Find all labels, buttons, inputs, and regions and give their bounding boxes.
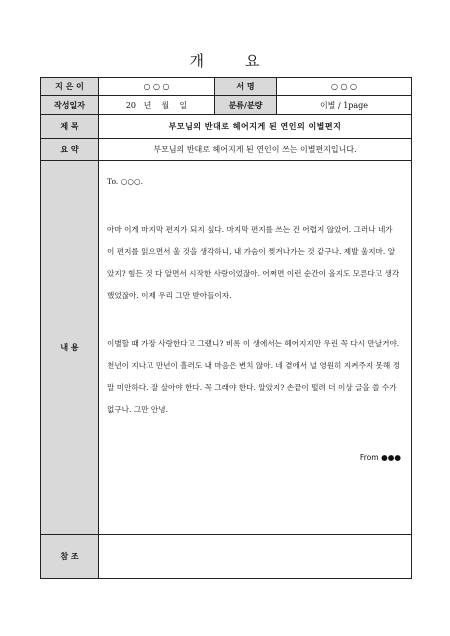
author-label: 지 은 이 <box>41 78 99 96</box>
summary-label: 요 약 <box>41 139 99 161</box>
category-label: 분류/분량 <box>215 96 277 115</box>
letter-sign-off: From ●●● <box>359 453 401 462</box>
subject-value[interactable]: 부모님의 반대로 헤어지게 된 연인의 이별편지 <box>99 115 412 139</box>
letter-content[interactable] <box>99 161 412 535</box>
author-row <box>41 78 412 96</box>
document-title <box>0 50 450 71</box>
subject-label: 제 목 <box>41 115 99 139</box>
content-label: 내 용 <box>41 161 99 535</box>
reference-row <box>41 535 412 579</box>
letter-paragraph-1: 아마 이게 마지막 편지가 되지 싶다. 마지막 편지를 쓰는 건 어렵지 않았어. 그러나 네가 이 편지를 읽으면서 울 것을 생각하니, 내 가슴이 찢겨나가는 것 같구나. 제발 울지마. 알았지? 힘든 것 다 알면서 시작한 사랑이었잖아. 어쩌면 이런 순간이 올지도 모른다고 생각했었잖아. 이제 우리 그만 받아들이자. <box>107 225 400 300</box>
content-row <box>41 161 412 535</box>
signature-label: 서 명 <box>215 78 277 96</box>
category-value[interactable]: 이별 / 1page <box>277 96 412 115</box>
title-char-2: 요 <box>245 52 261 70</box>
date-row <box>41 96 412 115</box>
reference-label: 참 조 <box>41 535 99 579</box>
overview-form-table <box>40 77 412 579</box>
subject-row <box>41 115 412 139</box>
letter-greeting: To. ○○○. <box>107 177 144 186</box>
date-label: 작성일자 <box>41 96 99 115</box>
summary-row <box>41 139 412 161</box>
reference-value[interactable] <box>99 535 412 579</box>
title-char-1: 개 <box>189 52 205 70</box>
signature-value[interactable]: ○ ○ ○ <box>277 78 412 96</box>
author-value[interactable]: ○ ○ ○ <box>99 78 215 96</box>
date-value[interactable]: 20 년 월 일 <box>99 96 215 115</box>
summary-value[interactable]: 부모님의 반대로 헤어지게 된 연인이 쓰는 이별편지입니다. <box>99 139 412 161</box>
letter-paragraph-2: 이별할 때 가장 사랑한다고 그랬니? 비록 이 생에서는 헤어지지만 우린 꼭 다시 만날거야. 천년이 지나고 만년이 흘러도 내 마음은 변치 않아. 네 곁에서 널 영원히 지켜주지 못해 정말 미안하다. 잘 살아야 한다. 꼭 그래야 한다. 알았지? 손끝이 떨려 더 이상 글을 쓸 수가 없구나. 그만 안녕. <box>107 339 400 414</box>
